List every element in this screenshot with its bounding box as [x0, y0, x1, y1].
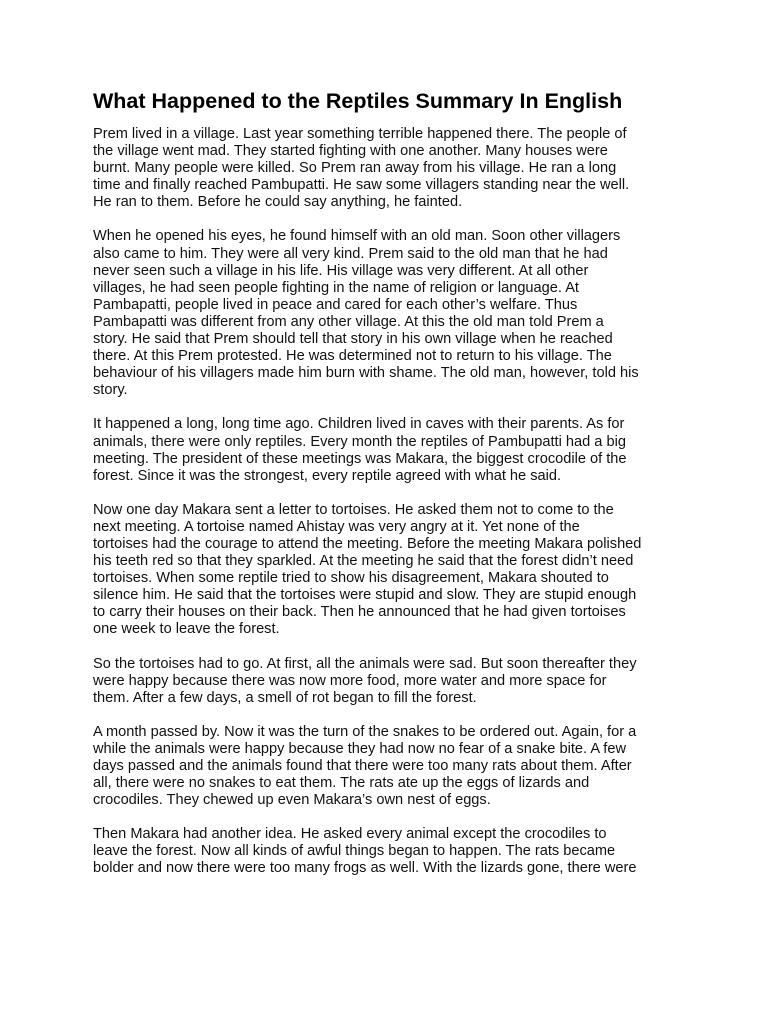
paragraph-7: [93, 826, 688, 877]
text-line: villages, he had seen people fighting in the name of religion or language. At: [93, 279, 579, 296]
text-line: leave the forest. Now all kinds of awful things began to happen. The rats became: [93, 843, 616, 860]
text-line: animals, there were only reptiles. Every month the reptiles of Pambupatti had a big: [93, 433, 626, 450]
text-line: behaviour of his villagers made him burn with shame. The old man, however, told his: [93, 365, 639, 382]
text-line: days passed and the animals found that there were too many rats about them. After: [93, 758, 632, 774]
text-line: Pambapatti, people lived in peace and cared for each other’s welfare. Thus: [93, 296, 578, 313]
text-line: tortoises. When some reptile tried to show his disagreement, Makara shouted to: [93, 570, 609, 587]
text-line: So the tortoises had to go. At first, all the animals were sad. But soon thereafter they: [93, 655, 637, 672]
text-line: one week to leave the forest.: [93, 621, 280, 638]
text-line: crocodiles. They chewed up even Makara’s own nest of eggs.: [93, 792, 491, 809]
text-line: bolder and now there were too many frogs as well. With the lizards gone, there were: [93, 860, 637, 877]
text-line: silence him. He said that the tortoises were stupid and slow. They are stupid enough: [93, 587, 637, 604]
text-line: all, there were no snakes to eat them. The rats ate up the eggs of lizards and: [93, 775, 590, 792]
text-line: them. After a few days, a smell of rot began to fill the forest.: [93, 689, 477, 706]
text-line: were happy because there was now more food, more water and more space for: [93, 672, 607, 689]
text-line: tortoises had the courage to attend the meeting. Before the meeting Makara polished: [93, 535, 642, 552]
text-line: When he opened his eyes, he found himself with an old man. Soon other villagers: [93, 228, 621, 245]
paragraph-1: [93, 126, 688, 211]
paragraph-6: [93, 724, 688, 809]
text-line: Now one day Makara sent a letter to tortoises. He asked them not to come to the: [93, 501, 614, 518]
text-line: there. At this Prem protested. He was determined not to return to his village. The: [93, 348, 612, 365]
text-line: while the animals were happy because they had now no fear of a snake bite. A few: [93, 740, 627, 757]
text-line: Pambapatti was different from any other village. At this the old man told Prem a: [93, 313, 604, 330]
paragraph-5: [93, 656, 688, 707]
text-line: He ran to them. Before he could say anything, he fainted.: [93, 194, 463, 211]
text-line: also came to him. They were all very kind. Prem said to the old man that he had: [93, 245, 608, 262]
text-line: the village went mad. They started fighting with one another. Many houses were: [93, 143, 608, 160]
text-line: time and finally reached Pambupatti. He saw some villagers standing near the well.: [93, 177, 630, 194]
text-line: never seen such a village in his life. His village was very different. At all other: [93, 262, 589, 279]
text-line: meeting. The president of these meetings was Makara, the biggest crocodile of the: [93, 450, 627, 467]
text-line: story. He said that Prem should tell that story in his own village when he reached: [93, 331, 613, 348]
text-line: Prem lived in a village. Last year something terrible happened there. The people of: [93, 126, 627, 142]
text-line: to carry their houses on their back. Then he announced that he had given tortoises: [93, 604, 626, 621]
text-line: It happened a long, long time ago. Children lived in caves with their parents. As for: [93, 416, 625, 433]
page-title: What Happened to the Reptiles Summary In English: [93, 89, 623, 113]
text-line: forest. Since it was the strongest, every reptile agreed with what he said.: [93, 467, 562, 484]
text-line: Then Makara had another idea. He asked every animal except the crocodiles to: [93, 826, 607, 843]
text-line: next meeting. A tortoise named Ahistay was very angry at it. Yet none of the: [93, 518, 580, 535]
text-line: A month passed by. Now it was the turn of the snakes to be ordered out. Again, for a: [93, 723, 637, 740]
text-line: his teeth red so that they sparkled. At the meeting he said that the forest didn’t need: [93, 553, 634, 570]
paragraph-3: [93, 416, 688, 484]
text-line: burnt. Many people were killed. So Prem ran away from his village. He ran a long: [93, 160, 617, 177]
paragraph-4: [93, 502, 688, 639]
text-line: story.: [93, 382, 128, 399]
paragraph-2: [93, 228, 688, 399]
